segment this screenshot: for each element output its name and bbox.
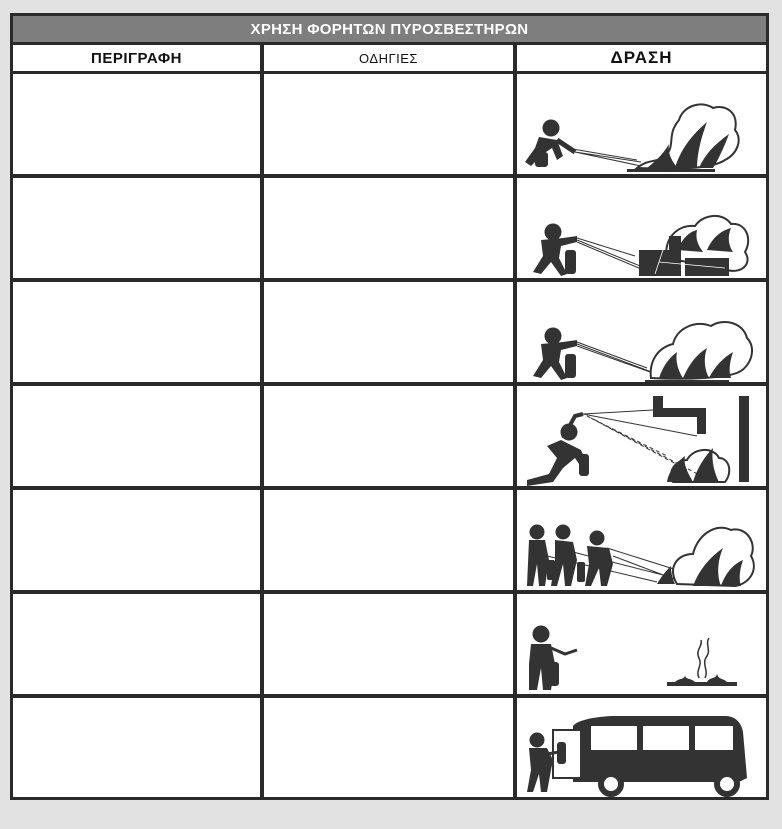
watch-for-reignition-icon — [517, 594, 766, 694]
description-cell — [13, 594, 260, 694]
instructions-cell — [264, 490, 513, 590]
action-cell — [517, 594, 766, 694]
description-cell — [13, 178, 260, 278]
extinguisher-usage-table — [10, 13, 769, 800]
action-cell — [517, 74, 766, 174]
description-cell — [13, 698, 260, 797]
table-title: ΧΡΗΣΗ ΦΟΡΗΤΩΝ ΠΥΡΟΣΒΕΣΤΗΡΩΝ — [13, 16, 766, 42]
column-header-description: ΠΕΡΙΓΡΑΦΗ — [13, 45, 260, 71]
instructions-cell — [264, 386, 513, 486]
column-header-instructions: ΟΔΗΓΙΕΣ — [264, 45, 513, 71]
instructions-cell — [264, 74, 513, 174]
description-cell — [13, 74, 260, 174]
extinguish-elevated-fire-icon — [517, 386, 766, 486]
description-cell — [13, 490, 260, 590]
instructions-cell — [264, 178, 513, 278]
instructions-cell — [264, 594, 513, 694]
instructions-cell — [264, 282, 513, 382]
extinguish-equipment-fire-icon — [517, 178, 766, 278]
action-cell — [517, 386, 766, 486]
column-header-action: ΔΡΑΣΗ — [517, 45, 766, 71]
instructions-cell — [264, 698, 513, 797]
description-cell — [13, 386, 260, 486]
multiple-extinguishers-icon — [517, 490, 766, 590]
action-cell — [517, 282, 766, 382]
action-cell — [517, 178, 766, 278]
extinguish-spreading-fire-icon — [517, 282, 766, 382]
description-cell — [13, 282, 260, 382]
action-cell — [517, 698, 766, 797]
refill-extinguisher-icon — [517, 698, 766, 797]
extinguish-ground-fire-icon — [517, 74, 766, 174]
action-cell — [517, 490, 766, 590]
